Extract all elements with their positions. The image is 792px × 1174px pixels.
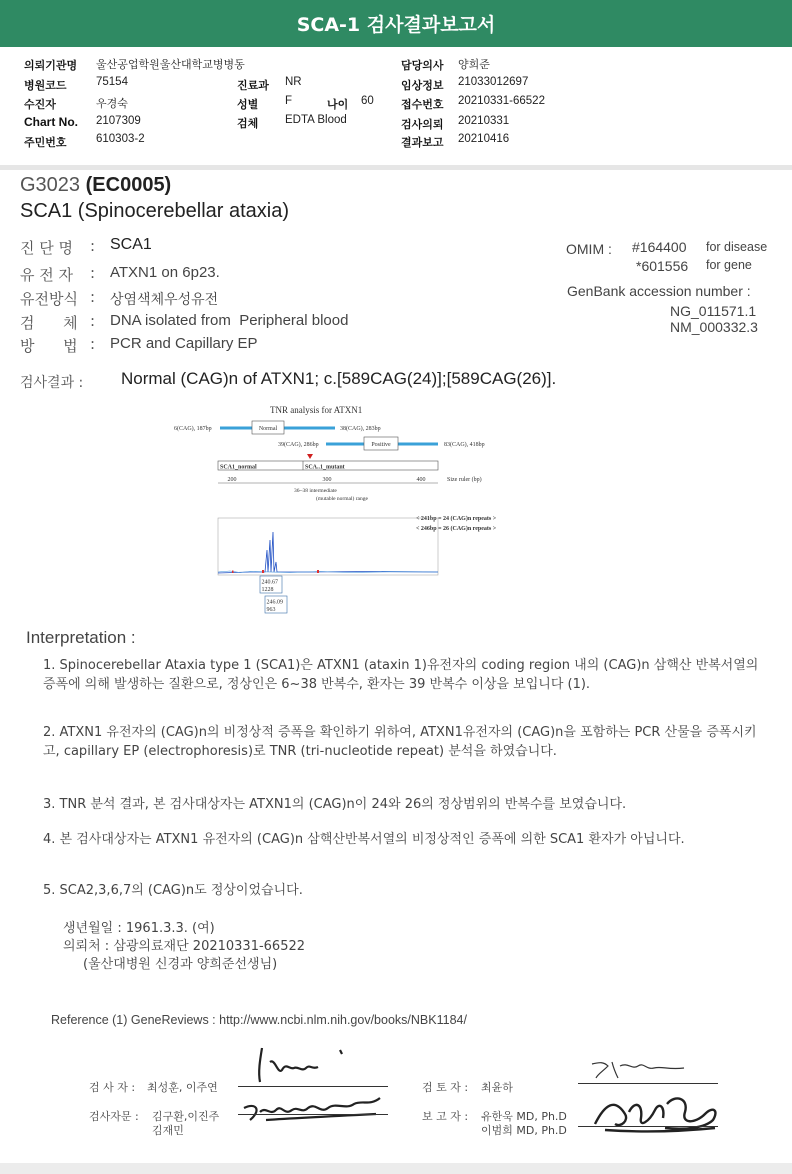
inheritance-value: 상염색체우성유전 — [110, 292, 219, 308]
label-39cag: 39(CAG), 286bp — [278, 442, 319, 448]
interpretation-item-5: 5. SCA2,3,6,7의 (CAG)n도 정상이었습니다. — [43, 883, 303, 898]
advisor-names-2: 김재민 — [152, 1124, 184, 1137]
chart-no-label: Chart No. — [24, 115, 78, 129]
method-value: PCR and Capillary EP — [110, 335, 258, 352]
age-value: 60 — [361, 95, 374, 107]
tick-300: 300 — [322, 477, 332, 483]
reviewer-label: 검 토 자 : — [422, 1081, 469, 1094]
receiver-label: 수진자 — [24, 98, 56, 111]
reporter-name-2: 이범희 MD, Ph.D — [481, 1124, 567, 1137]
request-label: 검사의뢰 — [401, 118, 444, 131]
noise-red-1 — [262, 570, 264, 573]
interpretation-title: Interpretation : — [26, 628, 136, 647]
electropherogram-trace — [218, 532, 438, 573]
genbank-accession-1: NG_011571.1 — [670, 303, 757, 319]
peak1-size: 240.67 — [261, 579, 278, 586]
age-label: 나이 — [327, 98, 349, 111]
inheritance-label: 유전방식 — [20, 290, 78, 308]
repeat-label-2: < 246bp = 26 (CAG)n repeats > — [416, 526, 497, 532]
advisor-names: 김구환,이진주 — [152, 1110, 220, 1123]
birth-note: 생년월일 : 1961.3.3. (여) — [63, 921, 215, 936]
colon: : — [90, 264, 96, 282]
positive-box-label: Positive — [371, 442, 391, 448]
reg-no-label: 주민번호 — [24, 136, 67, 149]
size-ruler-label: Size ruler (bp) — [447, 477, 482, 483]
clinical-label: 임상정보 — [401, 79, 444, 92]
divider — [0, 165, 792, 170]
reg-no-value: 610303-2 — [96, 133, 145, 145]
interpretation-item-1: 1. Spinocerebellar Ataxia type 1 (SCA1)은 ATXN1 (ataxin 1)유전자의 coding region 내의 (CAG)n 삼핵산 반복서열의 증폭에 의해 발생하는 질환으로, 정상인은 6~38 반복수, 환자는 39 반복수 이상을 보입니다 (1). — [43, 658, 759, 692]
advisor-signature — [236, 1090, 396, 1132]
specimen-label: 검체 — [237, 117, 259, 130]
specimen-field-label: 검 체 — [20, 314, 78, 332]
receiver-value: 우경숙 — [96, 97, 128, 110]
specimen-field-value: DNA isolated from Peripheral blood — [110, 312, 349, 329]
chart-no-value: 2107309 — [96, 115, 141, 127]
dept-value: NR — [285, 76, 302, 88]
advisor-label: 검사자문 : — [89, 1110, 139, 1123]
test-name: SCA1 (Spinocerebellar ataxia) — [20, 200, 290, 222]
receipt-label: 접수번호 — [401, 98, 444, 111]
genbank-label: GenBank accession number : — [567, 283, 751, 299]
client-note: 의뢰처 : 삼광의료재단 20210331-66522 — [63, 939, 306, 954]
gene-value: ATXN1 on 6p23. — [110, 264, 220, 281]
method-label: 방 법 — [20, 337, 78, 355]
reporter-signature — [585, 1084, 725, 1136]
tnr-figure — [170, 400, 550, 620]
peak2-size: 246.09 — [266, 599, 283, 606]
advisor-sign-line — [238, 1114, 388, 1115]
label-38cag: 38(CAG), 283bp — [340, 426, 381, 432]
institution-value: 울산공업학원울산대학교병병동 — [96, 58, 245, 71]
sca1-mutant-label: SCA..1_mutant — [305, 464, 345, 471]
tick-400: 400 — [416, 477, 426, 483]
report-date-value: 20210416 — [458, 133, 510, 145]
examiner-names: 최성훈, 이주연 — [147, 1081, 218, 1094]
interpretation-item-3: 3. TNR 분석 결과, 본 검사대상자는 ATXN1의 (CAG)n이 24와 26의 정상범위의 반복수를 보였습니다. — [43, 797, 627, 812]
mutant-marker-icon — [307, 454, 313, 459]
footer-bar — [0, 1163, 792, 1174]
omim-gene-id: *601556 — [636, 258, 689, 274]
colon: : — [90, 335, 96, 353]
noise-red-2 — [317, 570, 319, 573]
examiner-signature — [240, 1040, 390, 1090]
label-83cag: 83(CAG), 418bp — [444, 442, 485, 448]
peak1-height: 1228 — [261, 587, 274, 593]
doctor-value: 양희준 — [458, 58, 490, 71]
noise-red-3 — [232, 571, 234, 574]
intermediate-label-1: 36~38 intermediate — [294, 488, 337, 494]
specimen-value: EDTA Blood — [285, 114, 347, 126]
tick-200: 200 — [227, 477, 237, 483]
normal-box-label: Normal — [258, 426, 278, 432]
reporter-sign-line — [578, 1126, 718, 1127]
test-code — [20, 174, 171, 197]
reporter-label: 보 고 자 : — [422, 1110, 469, 1123]
report-date-label: 결과보고 — [401, 136, 444, 149]
genbank-accession-2: NM_000332.3 — [670, 319, 758, 335]
clinical-value: 21033012697 — [458, 76, 529, 88]
result-value: Normal (CAG)n of ATXN1; c.[589CAG(24)];[589CAG(26)]. — [121, 369, 557, 388]
receipt-value: 20210331-66522 — [458, 95, 545, 107]
intermediate-label-2: (mutable normal) range — [316, 496, 368, 502]
omim-label: OMIM : — [566, 241, 612, 257]
institution-label: 의뢰기관명 — [24, 59, 78, 72]
electropherogram-frame — [218, 518, 438, 575]
label-6cag: 6(CAG), 187bp — [174, 426, 212, 432]
sex-label: 성별 — [237, 98, 259, 111]
diagnosis-value: SCA1 — [110, 236, 152, 253]
result-label: 검사결과 : — [20, 375, 84, 391]
reporter-name-1: 유한욱 MD, Ph.D — [481, 1110, 567, 1123]
diagnosis-label: 진 단 명 — [20, 239, 74, 257]
repeat-label-1: < 241bp = 24 (CAG)n repeats > — [416, 516, 497, 522]
hospital-code-label: 병원코드 — [24, 79, 67, 92]
colon: : — [90, 288, 96, 306]
interpretation-item-4: 4. 본 검사대상자는 ATXN1 유전자의 (CAG)n 삼핵산반복서열의 비정상적인 증폭에 의한 SCA1 환자가 아닙니다. — [43, 832, 685, 847]
examiner-label: 검 사 자 : — [89, 1081, 136, 1094]
reviewer-name: 최윤하 — [481, 1081, 513, 1094]
ec-code: (EC0005) — [85, 174, 172, 196]
hospital-note: (울산대병원 신경과 양희준선생님) — [83, 957, 278, 972]
reference: Reference (1) GeneReviews : http://www.ncbi.nlm.nih.gov/books/NBK1184/ — [51, 1013, 467, 1027]
doctor-label: 담당의사 — [401, 59, 444, 72]
test-code-value: G3023 — [20, 174, 81, 196]
sex-value: F — [285, 95, 293, 107]
omim-disease-text: for disease — [706, 240, 768, 254]
omim-disease-id: #164400 — [632, 239, 687, 255]
omim-gene-text: for gene — [706, 258, 752, 272]
request-value: 20210331 — [458, 115, 510, 127]
sca1-normal-label: SCA1_normal — [220, 464, 257, 471]
report-title: SCA-1 검사결과보고서 — [0, 0, 792, 47]
examiner-sign-line — [238, 1086, 388, 1087]
peak2-height: 963 — [266, 607, 276, 613]
reviewer-signature — [588, 1056, 698, 1086]
figure-title: TNR analysis for ATXN1 — [270, 405, 363, 415]
patient-info — [0, 50, 792, 163]
colon: : — [90, 312, 96, 330]
interpretation-item-2: 2. ATXN1 유전자의 (CAG)n의 비정상적 증폭을 확인하기 위하여, ATXN1유전자의 (CAG)n을 포함하는 PCR 산물을 증폭시키고, capillary EP (electrophoresis)로 TNR (tri-nucleotide repeat) 분석을 하였습니다. — [43, 725, 757, 759]
dept-label: 진료과 — [237, 79, 269, 92]
colon: : — [90, 237, 96, 255]
hospital-code-value: 75154 — [96, 76, 128, 88]
gene-label: 유 전 자 — [20, 266, 74, 284]
